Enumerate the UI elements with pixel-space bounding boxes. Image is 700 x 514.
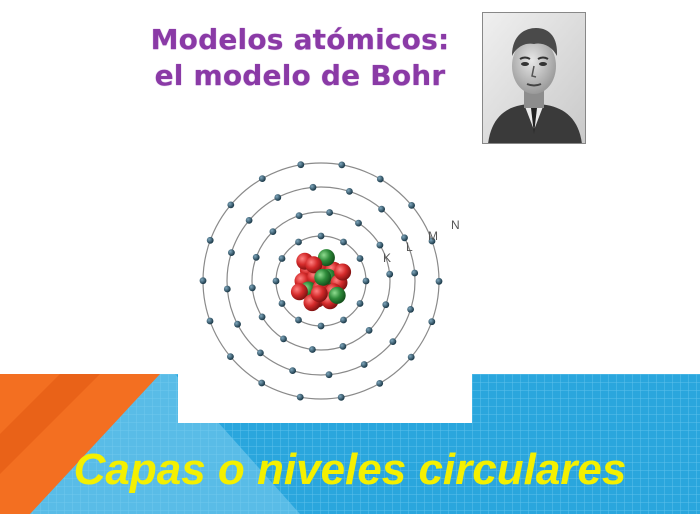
electron	[274, 194, 281, 201]
electron	[411, 270, 418, 277]
electron	[408, 202, 415, 209]
title-line-1: Modelos atómicos:	[150, 23, 450, 56]
electron	[318, 233, 325, 240]
shell-label-k: K	[383, 251, 392, 265]
electron	[340, 343, 347, 350]
electron	[407, 306, 414, 313]
electron	[280, 336, 287, 343]
electron	[207, 237, 214, 244]
electron	[428, 318, 435, 325]
electron	[382, 301, 389, 308]
electron	[259, 314, 266, 321]
electron	[227, 353, 234, 360]
electron	[258, 380, 265, 387]
electron	[378, 206, 385, 213]
electron	[377, 242, 384, 249]
electron	[386, 271, 393, 278]
electron	[259, 175, 266, 182]
electron	[309, 346, 316, 353]
electron	[279, 300, 286, 307]
electron	[377, 176, 384, 183]
electron	[228, 249, 235, 256]
shell-label-n: N	[451, 218, 460, 232]
electron	[338, 394, 345, 401]
electron	[361, 361, 368, 368]
diagram-card	[178, 140, 472, 423]
electron	[326, 371, 333, 378]
neutron	[314, 269, 331, 286]
proton	[334, 264, 351, 281]
slide-title	[120, 22, 480, 94]
electron	[346, 188, 353, 195]
electron	[227, 202, 234, 209]
electron	[310, 184, 317, 191]
electron	[279, 255, 286, 262]
electron	[200, 277, 207, 284]
electron	[297, 394, 304, 401]
electron	[340, 317, 347, 324]
electron	[297, 161, 304, 168]
proton	[311, 285, 328, 302]
electron	[224, 286, 231, 293]
electron	[296, 212, 303, 219]
electron	[376, 380, 383, 387]
electron	[273, 278, 280, 285]
bohr-atom-diagram	[178, 140, 472, 423]
shell-label-l: L	[406, 240, 413, 254]
electron	[363, 278, 370, 285]
electron	[249, 284, 256, 291]
electron	[390, 338, 397, 345]
slide-subtitle: Capas o niveles circulares	[73, 445, 627, 494]
electron	[295, 239, 302, 246]
electron	[436, 278, 443, 285]
neutron	[329, 287, 346, 304]
title-line-2: el modelo de Bohr	[154, 59, 446, 92]
electron	[357, 255, 364, 262]
electron	[338, 162, 345, 169]
shell-labels	[383, 218, 460, 265]
electron	[234, 321, 241, 328]
electron	[357, 300, 364, 307]
shell-label-m: M	[428, 229, 438, 243]
electron	[253, 254, 260, 261]
electron	[318, 323, 325, 330]
electron	[257, 350, 264, 357]
electron	[340, 239, 347, 246]
electron	[366, 327, 373, 334]
electron	[408, 354, 415, 361]
electron	[289, 367, 296, 374]
electron	[355, 220, 362, 227]
electron	[295, 317, 302, 324]
bohr-portrait	[482, 12, 586, 144]
electron	[246, 217, 253, 224]
electron	[326, 209, 333, 216]
electron	[207, 318, 214, 325]
electron	[270, 228, 277, 235]
nucleus	[291, 249, 351, 311]
